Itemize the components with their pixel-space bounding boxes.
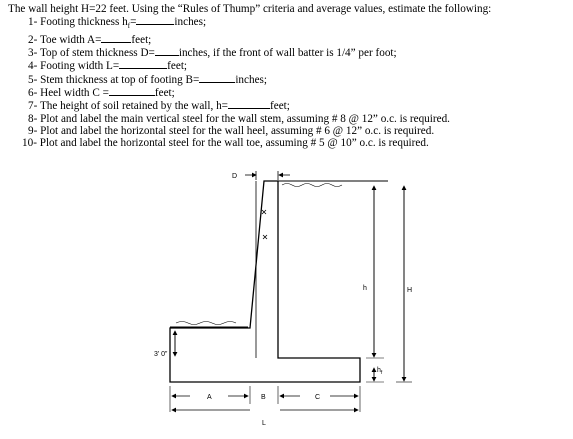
question-number: 6- [28, 87, 38, 100]
question-number: 4- [28, 60, 38, 73]
question-text: Plot and label the main vertical steel for the wall stem, assuming # 8 @ 12” o.c. is required. [40, 112, 450, 125]
question-text: inches, if the front of wall batter is 1/4” per foot; [178, 47, 397, 60]
rebar-mark [262, 210, 266, 214]
question-text: = [130, 16, 137, 29]
label-H: H [407, 287, 413, 294]
question-text: Heel width C = [40, 87, 109, 100]
question-text: inches; [235, 73, 268, 86]
label-d: D [232, 173, 238, 180]
label-toe-depth: 3’ 0” [154, 351, 168, 358]
question-text: The height of soil retained by the wall, h= [39, 100, 228, 113]
question-text: feet; [154, 87, 175, 100]
question-text: inches; [174, 16, 207, 29]
label-h: h [363, 285, 367, 292]
question-number: 8- [28, 112, 38, 125]
subscript: f [127, 22, 131, 31]
label-l: L [262, 420, 266, 427]
question-number: 1- [28, 16, 38, 29]
question-text: Plot and label the horizontal steel for the wall heel, assuming # 6 @ 12” o.c. is required. [40, 124, 435, 137]
question-text: Footing width L= [40, 60, 120, 73]
label-a: A [207, 394, 212, 401]
question-text: Footing thickness h [40, 16, 128, 29]
backfill-hatch [282, 184, 342, 187]
label-c: C [315, 394, 321, 401]
question-number: 10- [22, 137, 37, 150]
question-text: Stem thickness at top of footing B= [40, 73, 200, 86]
question-text: Top of stem thickness D= [39, 47, 155, 60]
question-text: Plot and label the horizontal steel for the wall toe, assuming # 5 @ 10” o.c. is required. [39, 137, 429, 150]
question-number: 3- [28, 47, 38, 60]
question-text: feet; [131, 33, 152, 46]
label-b: B [261, 394, 266, 401]
toe-ground-hatch [176, 322, 236, 325]
question-text: Toe width A= [39, 33, 102, 46]
question-number: 7- [28, 100, 38, 113]
label-hf: $h_f$ [377, 367, 383, 376]
question-text: feet; [167, 60, 188, 73]
question-number: 2- [28, 33, 38, 46]
problem-intro: The wall height H=22 feet. Using the “Rules of Thump” criteria and average values, estimate the following: [8, 3, 492, 15]
rebar-mark [263, 235, 267, 239]
question-number: 9- [28, 124, 38, 137]
question-number: 5- [28, 73, 38, 86]
question-text: feet; [270, 100, 290, 113]
